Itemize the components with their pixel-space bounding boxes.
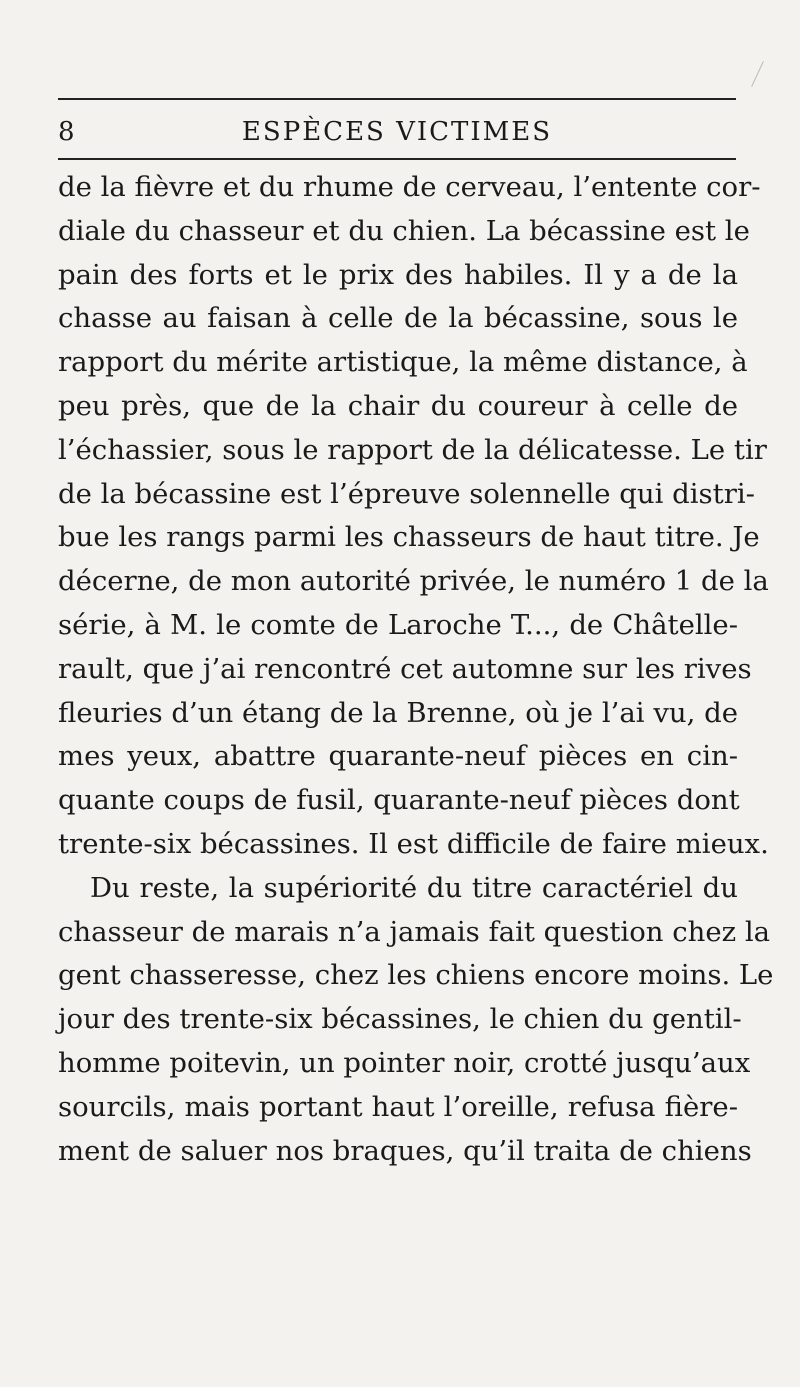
text-line: série, à M. le comte de Laroche T..., de Châtelle- — [58, 608, 738, 641]
text-line: ment de saluer nos braques, qu’il traita de chiens — [58, 1134, 752, 1167]
text-line: trente-six bécassines. Il est difficile de faire mieux. — [58, 827, 769, 860]
text-line: pain des forts et le prix des habiles. Il y a de la — [58, 258, 738, 291]
header-bottom-rule — [58, 158, 736, 160]
corner-mark — [751, 61, 764, 87]
text-line: rapport du mérite artistique, la même distance, à — [58, 346, 748, 379]
text-line: quante coups de fusil, quarante-neuf pièces dont — [58, 784, 740, 817]
text-line: fleuries d’un étang de la Brenne, où je l’ai vu, de — [58, 696, 738, 729]
chapter-title: ESPÈCES VICTIMES — [241, 117, 553, 147]
text-line: l’échassier, sous le rapport de la délicatesse. Le tir — [58, 433, 767, 466]
text-line: de la bécassine est l’épreuve solennelle qui distri- — [58, 477, 755, 510]
text-line: bue les rangs parmi les chasseurs de haut titre. Je — [58, 521, 760, 554]
text-line: rault, que j’ai rencontré cet automne sur les rives — [58, 652, 752, 685]
body-text — [58, 166, 774, 1173]
text-line: mes yeux, abattre quarante-neuf pièces en cin- — [58, 740, 738, 773]
text-line: homme poitevin, un pointer noir, crotté jusqu’aux — [58, 1046, 751, 1079]
text-line: gent chasseresse, chez les chiens encore moins. Le — [58, 959, 774, 992]
text-line: jour des trente-six bécassines, le chien du gentil- — [58, 1003, 742, 1036]
running-head — [58, 112, 736, 152]
text-line: sourcils, mais portant haut l’oreille, refusa fière- — [58, 1090, 738, 1123]
page-number: 8 — [58, 117, 75, 147]
text-line: peu près, que de la chair du coureur à celle de — [58, 389, 738, 422]
text-line: chasseur de marais n’a jamais fait question chez la — [58, 915, 771, 948]
text-line: Du reste, la supériorité du titre caractériel du — [90, 871, 738, 904]
header-top-rule — [58, 98, 736, 100]
text-line: diale du chasseur et du chien. La bécassine est le — [58, 214, 750, 247]
text-line: chasse au faisan à celle de la bécassine, sous le — [58, 302, 738, 335]
text-line: décerne, de mon autorité privée, le numéro 1 de la — [58, 565, 769, 598]
text-line: de la fièvre et du rhume de cerveau, l’entente cor- — [58, 171, 761, 203]
